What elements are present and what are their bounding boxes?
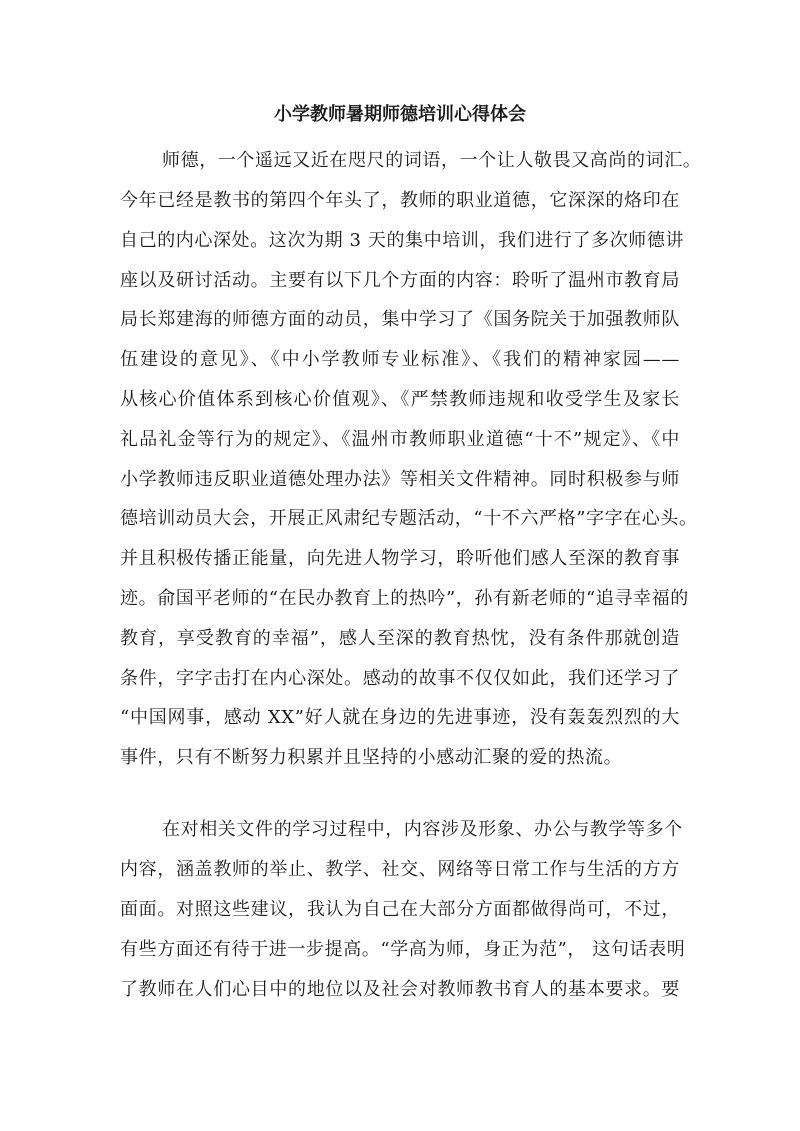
paragraph-line: 自己的内心深处。这次为期 3 天的集中培训，我们进行了多次师德讲 <box>120 230 685 251</box>
paragraph-line: 内容，涵盖教师的举止、教学、社交、网络等日常工作与生活的方方 <box>120 859 680 880</box>
paragraph-line: 面面。对照这些建议，我认为自己在大部分方面都做得尚可，不过， <box>120 899 680 920</box>
paragraph-line: 德培训动员大会，开展正风肃纪专题活动，“十不六严格”字字在心头。 <box>120 508 698 529</box>
paragraph-line: 在对相关文件的学习过程中，内容涉及形象、办公与教学等多个 <box>162 819 683 840</box>
paragraph-line: “中国网事，感动 XX”好人就在身边的先进事迹，没有轰轰烈烈的大 <box>120 707 680 728</box>
document-title: 小学教师暑期师德培训心得体会 <box>274 104 526 125</box>
paragraph-line: 迹。俞国平老师的“在民办教育上的热吟”，孙有新老师的“追寻幸福的 <box>120 588 689 609</box>
paragraph-line: 局长郑建海的师德方面的动员，集中学习了《国务院关于加强教师队 <box>120 309 680 330</box>
paragraph-line: 座以及研讨活动。主要有以下几个方面的内容：聆听了温州市教育局 <box>120 270 680 291</box>
paragraph-line: 今年已经是教书的第四个年头了，教师的职业道德，它深深的烙印在 <box>120 190 680 211</box>
paragraph-line: 小学教师违反职业道德处理办法》等相关文件精神。同时积极参与师 <box>120 469 680 490</box>
paragraph-line: 并且积极传播正能量，向先进人物学习，聆听他们感人至深的教育事 <box>120 548 680 569</box>
paragraph-line: 了教师在人们心目中的地位以及社会对教师教书育人的基本要求。要 <box>120 979 680 1000</box>
paragraph-line: 教育，享受教育的幸福”，感人至深的教育热忱，没有条件那就创造 <box>120 628 680 649</box>
paragraph-line: 礼品礼金等行为的规定》、《温州市教师职业道德“十不”规定》、《中 <box>120 429 680 450</box>
paragraph-line: 师德，一个遥远又近在咫尺的词语，一个让人敬畏又高尚的词汇。 <box>162 150 702 171</box>
paragraph-line: 条件，字字击打在内心深处。感动的故事不仅仅如此，我们还学习了 <box>120 668 680 689</box>
paragraph-line: 伍建设的意见》、《中小学教师专业标准》、《我们的精神家园—— <box>120 349 680 370</box>
paragraph-line: 事件，只有不断努力积累并且坚持的小感动汇聚的爱的热流。 <box>120 747 623 768</box>
paragraph-line: 从核心价值体系到核心价值观》、《严禁教师违规和收受学生及家长 <box>120 389 680 410</box>
paragraph-line: 有些方面还有待于进一步提高。“学高为师，身正为范”， 这句话表明 <box>120 939 686 960</box>
